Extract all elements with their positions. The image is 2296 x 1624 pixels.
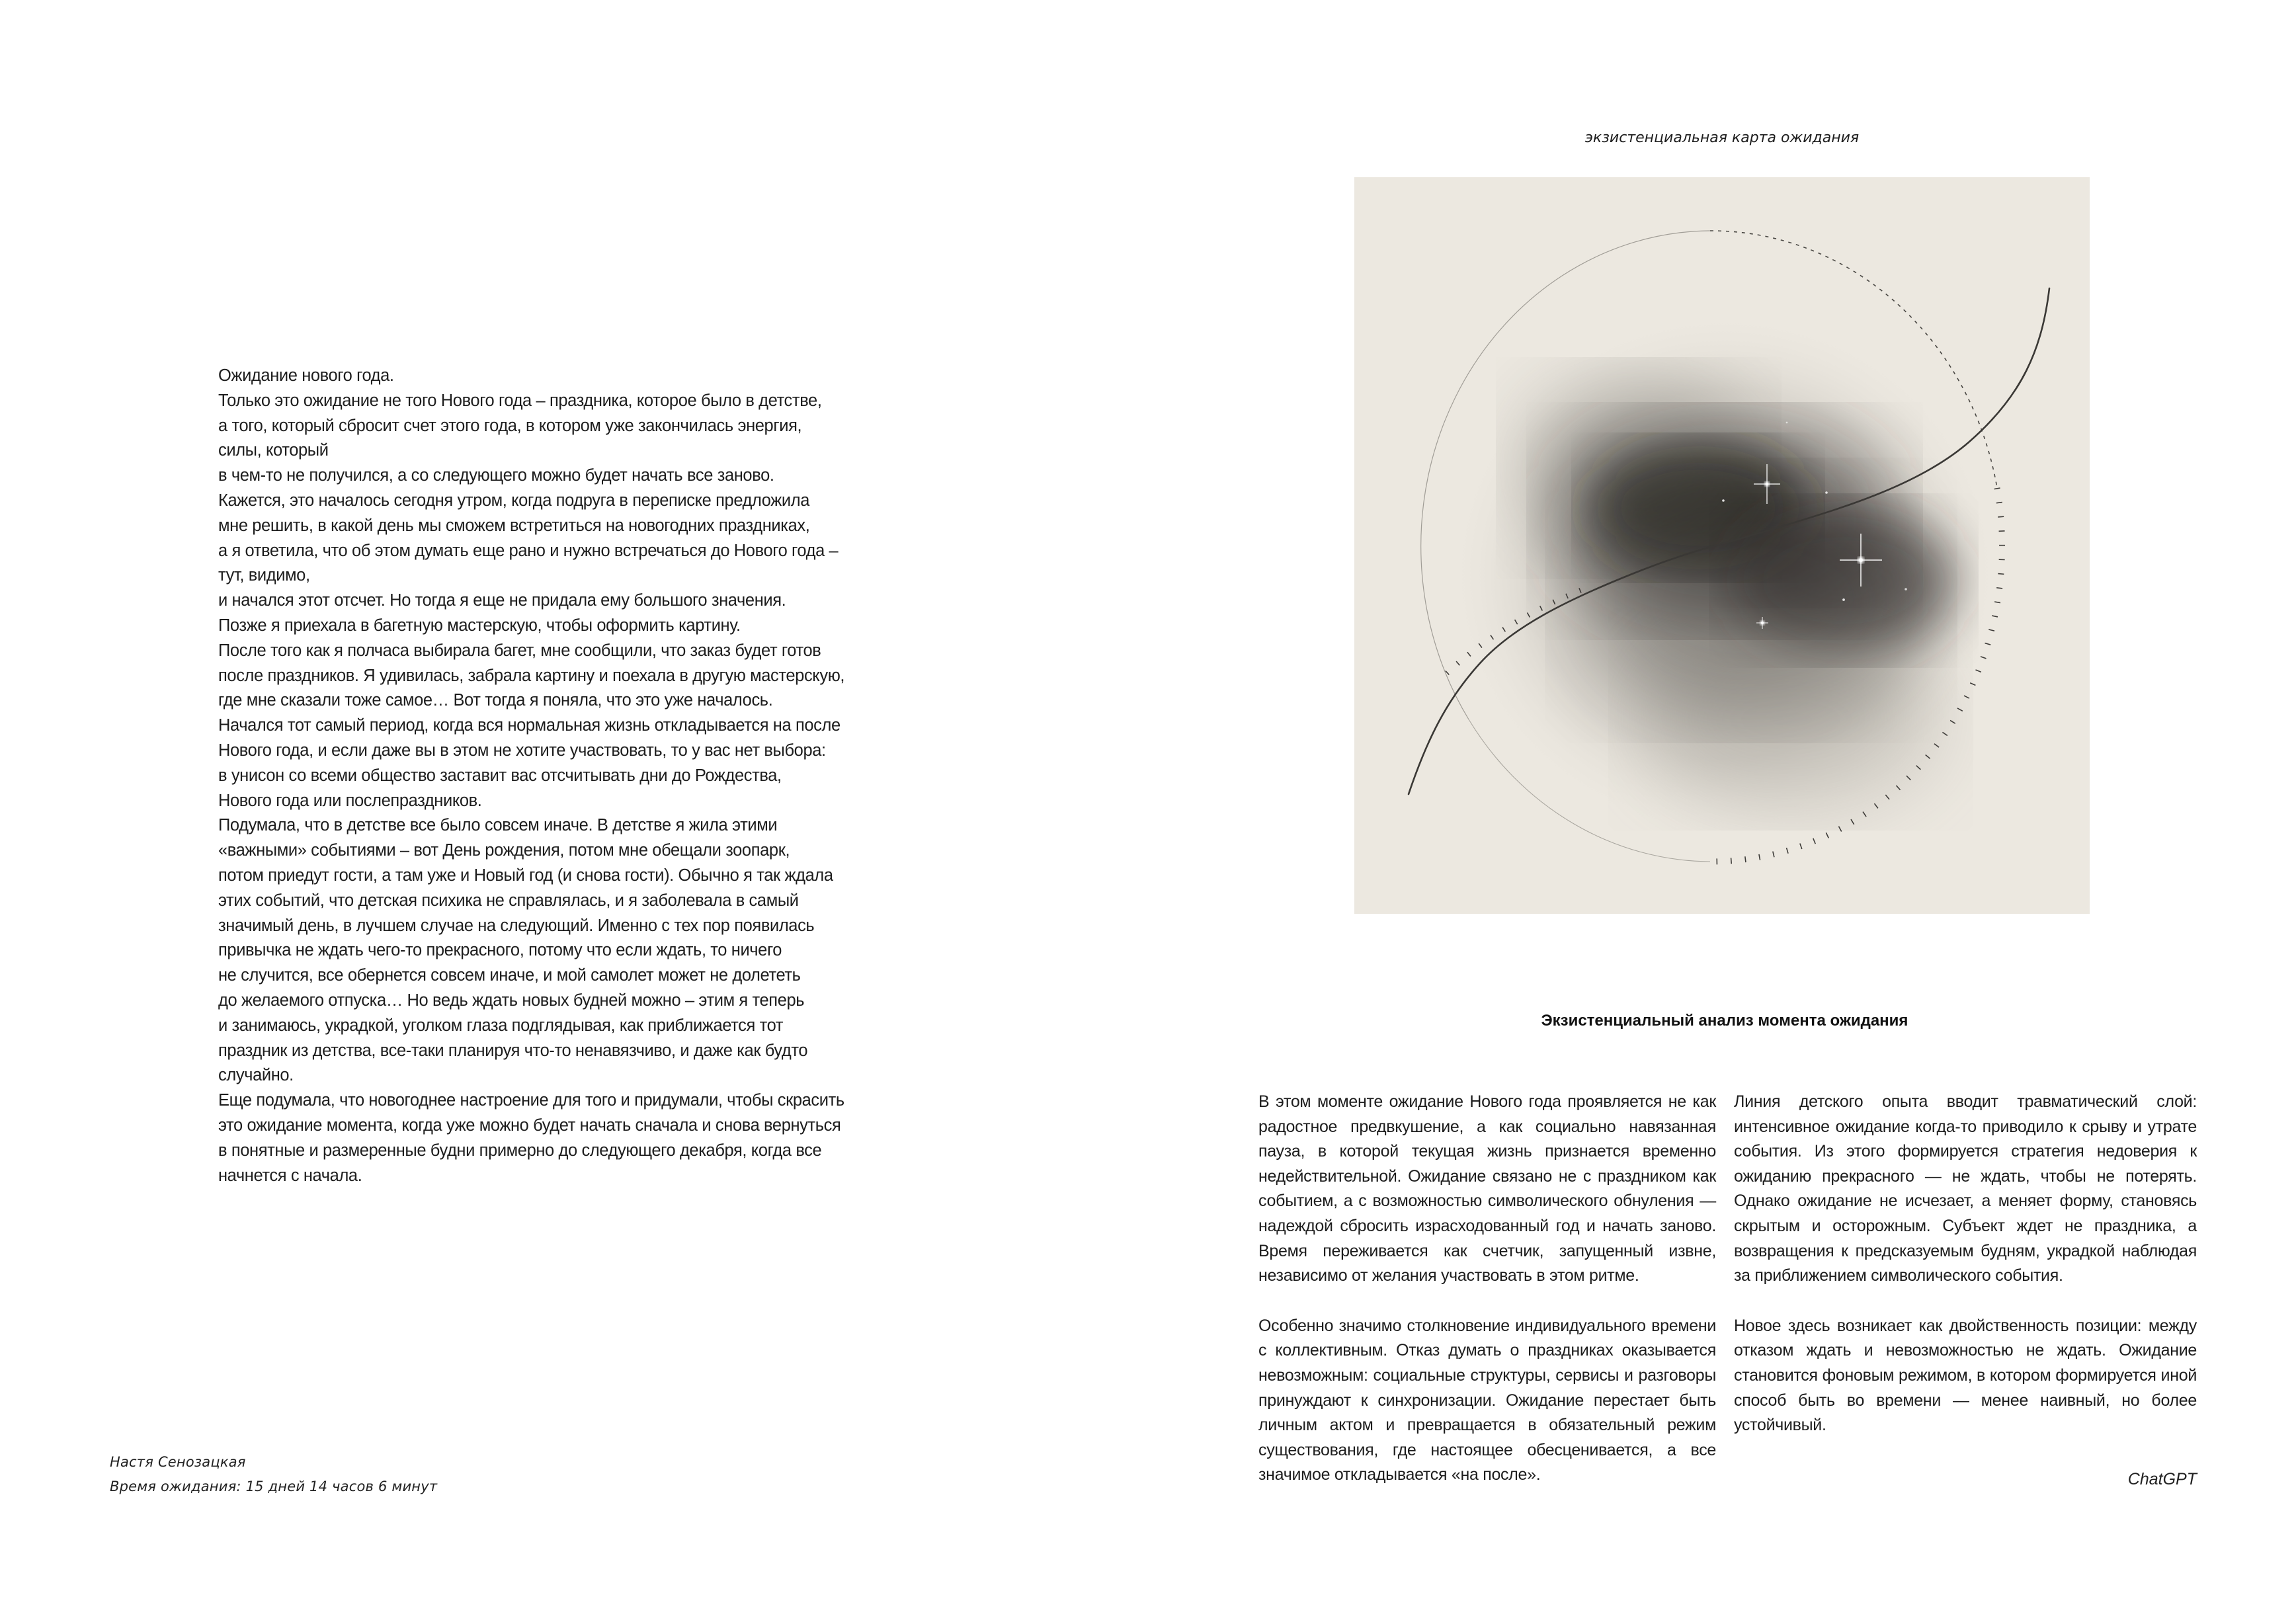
essay-line: привычка не ждать чего-то прекрасного, потому что если ждать, то ничего	[218, 941, 782, 960]
essay-text	[218, 364, 906, 1188]
author-name: Настя Сенозацкая	[110, 1454, 246, 1470]
essay-line: После того как я полчаса выбирала багет, мне сообщили, что заказ будет готов	[218, 641, 821, 660]
essay-line: Только это ожидание не того Нового года – праздника, которое было в детстве,	[218, 391, 822, 410]
essay-line: а я ответила, что об этом думать еще рано и нужно встречаться до Нового года –	[218, 541, 839, 560]
essay-line: и занимаюсь, украдкой, уголком глаза подглядывая, как приближается тот	[218, 1016, 784, 1035]
essay-line: «важными» событиями – вот День рождения, потом мне обещали зоопарк,	[218, 841, 790, 860]
essay-line: праздник из детства, все-таки планируя что-то ненавязчиво, и даже как будто	[218, 1041, 808, 1060]
artwork-caption: экзистенциальная карта ожидания	[1584, 130, 1860, 146]
nebula-illustration	[1354, 177, 2090, 914]
essay-line: случайно.	[218, 1066, 294, 1085]
essay-line: в унисон со всеми общество заставит вас отсчитывать дни до Рождества,	[218, 766, 782, 785]
essay-line: начнется с начала.	[218, 1166, 362, 1185]
analysis-column-1	[1258, 1090, 1716, 1513]
analysis-column-2	[1734, 1090, 2197, 1463]
essay-line: после праздников. Я удивилась, забрала картину и поехала в другую мастерскую,	[218, 666, 845, 685]
essay-line: Кажется, это началось сегодня утром, когда подруга в переписке предложила	[218, 491, 810, 510]
essay-line: в понятные и размеренные будни примерно до следующего декабря, когда все	[218, 1141, 822, 1160]
artwork-existential-map	[1354, 177, 2090, 914]
analysis-paragraph: Особенно значимо столкновение индивидуального времени с коллективным. Отказ думать о праздниках оказывается невозможным: социальные структуры, сервисы и разговоры принуждают к синхронизации. Ожидание перестает быть личным актом и превращается в обязательный режим существования, где настоящее обесценивается, а все значимое откладывается «на после».	[1258, 1316, 1716, 1484]
signature: ChatGPT	[2127, 1470, 2197, 1488]
essay-line: значимый день, в лучшем случае на следующий. Именно с тех пор появилась	[218, 916, 815, 935]
star-icon	[1825, 491, 1828, 494]
essay-line: не случится, все обернется совсем иначе, и мой самолет может не долететь	[218, 966, 801, 985]
essay-line: это ожидание момента, когда уже можно будет начать сначала и снова вернуться	[218, 1116, 841, 1135]
analysis-paragraph: Новое здесь возникает как двойственность позиции: между отказом ждать и невозможностью не ждать. Ожидание становится фоновым режимом, в котором формируется иной способ быть во времени — менее наивный, но более устойчивый.	[1734, 1316, 2197, 1435]
essay-line: и начался этот отсчет. Но тогда я еще не придала ему большого значения.	[218, 591, 786, 610]
essay-line: Начался тот самый период, когда вся нормальная жизнь откладывается на после	[218, 716, 840, 735]
analysis-paragraph: Линия детского опыта вводит травматический слой: интенсивное ожидание когда-то приводило к срыву и утрате события. Из этого формируется стратегия недоверия к ожиданию прекрасного — не ждать, чтобы не потерять. Однако ожидание не исчезает, а меняет форму, становясь скрытым и осторожным. Субъект ждет не праздника, а возвращения к предсказуемым будням, украдкой наблюдая за приближением символического события.	[1734, 1092, 2197, 1285]
essay-line: потом приедут гости, а там уже и Новый год (и снова гости). Обычно я так ждала	[218, 866, 833, 885]
star-icon	[1842, 598, 1845, 601]
essay-line: Нового года, и если даже вы в этом не хотите участвовать, то у вас нет выбора:	[218, 741, 826, 760]
essay-line: Еще подумала, что новогоднее настроение для того и придумали, чтобы скрасить	[218, 1091, 844, 1110]
essay-line: Позже я приехала в багетную мастерскую, чтобы оформить картину.	[218, 616, 741, 635]
waiting-time: Время ожидания: 15 дней 14 часов 6 минут	[110, 1479, 438, 1494]
essay-line: силы, который	[218, 441, 329, 460]
star-icon	[1786, 422, 1788, 424]
analysis-paragraph: В этом моменте ожидание Нового года проявляется не как радостное предвкушение, а как социально навязанная пауза, в которой текущая жизнь признается временно недействительной. Ожидание связано не с праздником как событием, а с возможностью символического обнуления — надеждой сбросить израсходованный год и начать заново. Время переживается как счетчик, запущенный извне, независимо от желания участвовать в этом ритме.	[1258, 1092, 1716, 1285]
analysis-title: Экзистенциальный анализ момента ожидания	[1541, 1012, 1908, 1030]
essay-line: где мне сказали тоже самое… Вот тогда я поняла, что это уже началось.	[218, 691, 773, 710]
essay-line: а того, который сбросит счет этого года, в котором уже закончилась энергия,	[218, 416, 802, 435]
essay-line: в чем-то не получился, а со следующего можно будет начать все заново.	[218, 466, 774, 485]
essay-line: Ожидание нового года.	[218, 366, 394, 385]
essay-line: этих событий, что детская психика не справлялась, и я заболевала в самый	[218, 891, 799, 910]
star-icon	[1722, 499, 1725, 502]
essay-line: до желаемого отпуска… Но ведь ждать новых будней можно – этим я теперь	[218, 991, 805, 1010]
star-icon	[1905, 588, 1907, 590]
essay-line: тут, видимо,	[218, 566, 310, 585]
essay-line: мне решить, в какой день мы сможем встретиться на новогодних праздниках,	[218, 516, 810, 535]
credits	[110, 1450, 437, 1499]
essay-line: Подумала, что в детстве все было совсем иначе. В детстве я жила этими	[218, 816, 778, 835]
essay-line: Нового года или послепраздников.	[218, 791, 482, 810]
